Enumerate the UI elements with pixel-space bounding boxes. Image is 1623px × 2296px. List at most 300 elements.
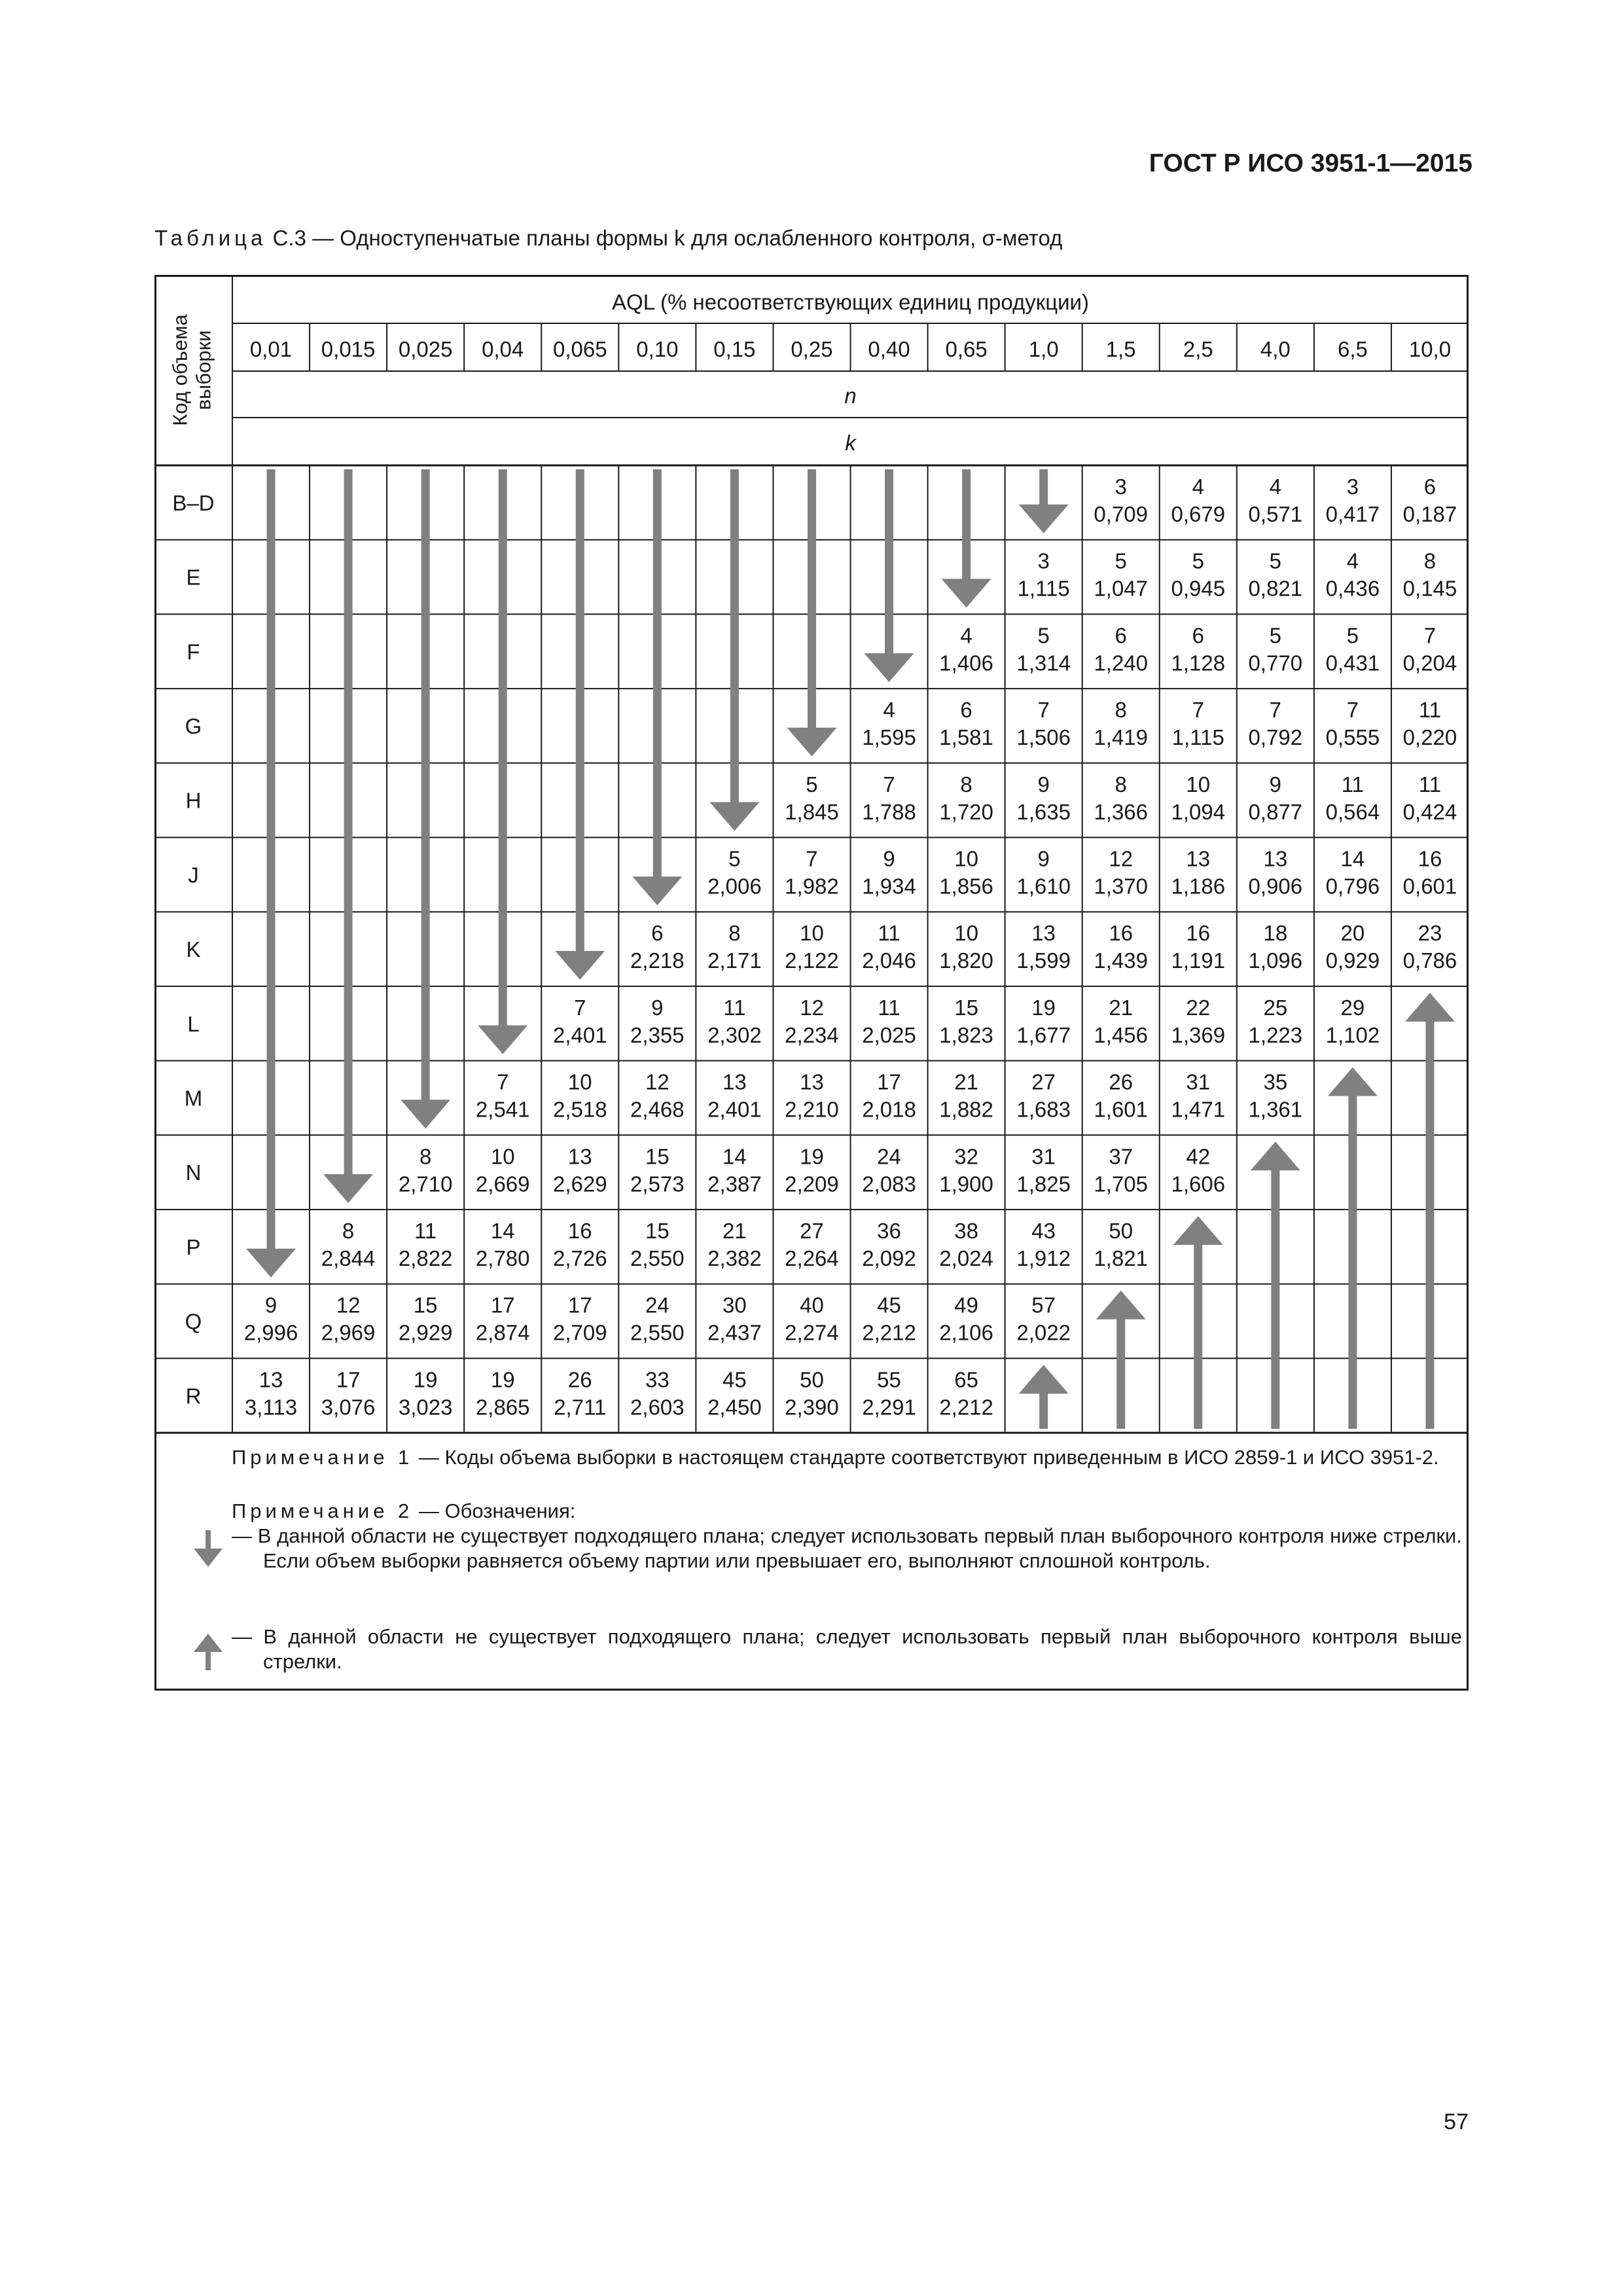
cell-n: 43 xyxy=(1031,1219,1056,1243)
cell-n: 11 xyxy=(878,995,901,1020)
cell-k: 2,083 xyxy=(862,1172,916,1196)
down-arrow-head xyxy=(478,1026,527,1054)
down-arrow-icon xyxy=(1039,469,1048,506)
aql-value-3: 0,04 xyxy=(482,337,524,361)
up-arrow-icon xyxy=(1194,1244,1202,1429)
cell-k: 2,212 xyxy=(939,1395,993,1420)
cell-k: 1,102 xyxy=(1325,1022,1380,1047)
cell-k: 1,581 xyxy=(939,725,993,750)
cell-n: 10 xyxy=(490,1144,515,1169)
down-arrow-icon xyxy=(421,469,430,1101)
cell-k: 0,929 xyxy=(1325,948,1380,973)
aql-value-6: 0,15 xyxy=(713,337,756,361)
cell-n: 6 xyxy=(1115,623,1127,648)
down-arrow-icon xyxy=(499,469,507,1027)
cell-k: 2,669 xyxy=(475,1172,530,1196)
cell-n: 3 xyxy=(1346,475,1359,499)
cell-k: 2,969 xyxy=(321,1320,376,1345)
down-arrow-head xyxy=(401,1100,450,1128)
cell-n: 13 xyxy=(722,1069,747,1094)
down-arrow-head xyxy=(942,579,991,607)
sample-code-R: R xyxy=(185,1384,202,1408)
down-arrow-icon xyxy=(653,469,662,878)
cell-k: 0,601 xyxy=(1402,874,1457,899)
cell-k: 0,709 xyxy=(1094,502,1149,526)
up-arrow-head xyxy=(1096,1291,1146,1319)
cell-n: 45 xyxy=(722,1367,747,1392)
cell-n: 13 xyxy=(800,1069,824,1094)
cell-n: 11 xyxy=(1418,772,1442,797)
cell-k: 0,571 xyxy=(1248,502,1303,526)
cell-k: 2,996 xyxy=(243,1320,298,1345)
aql-value-14: 6,5 xyxy=(1337,337,1368,361)
cell-n: 26 xyxy=(567,1367,592,1392)
cell-n: 5 xyxy=(728,846,741,871)
cell-k: 2,209 xyxy=(785,1172,839,1196)
cell-k: 0,945 xyxy=(1171,576,1226,601)
cell-k: 1,094 xyxy=(1171,799,1226,824)
cell-n: 26 xyxy=(1109,1069,1133,1094)
cell-n: 5 xyxy=(1346,623,1359,648)
cell-n: 13 xyxy=(259,1367,283,1392)
cell-n: 50 xyxy=(800,1367,824,1392)
cell-k: 2,390 xyxy=(785,1395,839,1420)
legend-up-text: — В данной области не существует подходящего плана; следует использовать первый план выборочного контроля выше стрелки. xyxy=(232,1625,1462,1673)
cell-k: 1,471 xyxy=(1171,1097,1226,1122)
cell-k: 1,882 xyxy=(939,1097,993,1122)
cell-n: 8 xyxy=(342,1219,355,1243)
cell-k: 0,187 xyxy=(1402,502,1457,526)
sample-code-J: J xyxy=(188,863,199,888)
cell-n: 10 xyxy=(567,1069,592,1094)
caption-text: С.3 — Одноступенчатые планы формы k для ослабленного контроля, σ-метод xyxy=(272,226,1063,250)
aql-header: AQL (% несоответствующих единиц продукции) xyxy=(612,290,1089,314)
sample-code-E: E xyxy=(186,565,201,590)
cell-n: 6 xyxy=(1192,623,1204,648)
legend-up-arrow-icon xyxy=(191,1632,225,1672)
cell-n: 8 xyxy=(960,772,972,797)
cell-k: 2,022 xyxy=(1016,1320,1071,1345)
cell-n: 27 xyxy=(1031,1069,1056,1094)
aql-value-7: 0,25 xyxy=(791,337,833,361)
cell-n: 15 xyxy=(645,1219,669,1243)
down-arrow-icon xyxy=(344,469,353,1175)
cell-k: 1,406 xyxy=(939,651,993,675)
cell-k: 2,382 xyxy=(707,1246,762,1270)
cell-k: 0,145 xyxy=(1402,576,1457,601)
down-arrow-icon xyxy=(808,469,816,729)
sample-code-G: G xyxy=(185,713,202,738)
document-header: ГОСТ Р ИСО 3951-1—2015 xyxy=(1149,149,1472,177)
cell-k: 0,796 xyxy=(1325,874,1380,899)
cell-k: 1,635 xyxy=(1016,799,1071,824)
cell-n: 22 xyxy=(1186,995,1211,1020)
cell-k: 2,865 xyxy=(475,1395,530,1420)
cell-k: 2,629 xyxy=(552,1172,607,1196)
cell-n: 7 xyxy=(1423,623,1436,648)
k-label: k xyxy=(845,431,856,455)
cell-n: 9 xyxy=(1269,772,1282,797)
cell-k: 2,401 xyxy=(707,1097,762,1122)
up-arrow-head xyxy=(1019,1365,1069,1393)
cell-k: 2,550 xyxy=(630,1246,685,1270)
sample-code-F: F xyxy=(187,639,200,664)
cell-k: 0,786 xyxy=(1402,948,1457,973)
up-arrow-head xyxy=(1251,1141,1300,1170)
cell-n: 15 xyxy=(645,1144,669,1169)
cell-n: 25 xyxy=(1263,995,1288,1020)
cell-k: 1,856 xyxy=(939,874,993,899)
cell-n: 31 xyxy=(1186,1069,1211,1094)
cell-n: 18 xyxy=(1263,921,1288,946)
cell-n: 5 xyxy=(1037,623,1050,648)
cell-k: 2,302 xyxy=(707,1022,762,1047)
cell-k: 1,821 xyxy=(1094,1246,1149,1270)
cell-k: 2,122 xyxy=(785,948,839,973)
cell-k: 2,264 xyxy=(785,1246,839,1270)
cell-k: 1,439 xyxy=(1094,948,1149,973)
cell-k: 2,780 xyxy=(475,1246,530,1270)
cell-k: 1,610 xyxy=(1016,874,1071,899)
cell-k: 0,906 xyxy=(1248,874,1303,899)
cell-n: 19 xyxy=(800,1144,824,1169)
cell-n: 29 xyxy=(1340,995,1365,1020)
cell-k: 1,506 xyxy=(1016,725,1071,750)
aql-value-8: 0,40 xyxy=(868,337,910,361)
aql-value-12: 2,5 xyxy=(1183,337,1213,361)
sampling-plan-table xyxy=(154,275,1469,1691)
cell-k: 1,047 xyxy=(1094,576,1149,601)
sample-code-H: H xyxy=(185,788,202,813)
cell-k: 2,218 xyxy=(630,948,685,973)
up-arrow-icon xyxy=(1116,1318,1125,1429)
cell-k: 0,436 xyxy=(1325,576,1380,601)
cell-n: 9 xyxy=(264,1293,277,1318)
cell-n: 24 xyxy=(877,1144,901,1169)
cell-k: 1,115 xyxy=(1171,725,1224,750)
cell-n: 40 xyxy=(800,1293,824,1318)
cell-k: 0,555 xyxy=(1325,725,1380,750)
down-arrow-head xyxy=(246,1249,296,1278)
cell-n: 7 xyxy=(497,1069,509,1094)
cell-n: 17 xyxy=(490,1293,515,1318)
cell-n: 4 xyxy=(883,698,895,723)
cell-n: 16 xyxy=(1418,846,1442,871)
down-arrow-icon xyxy=(576,469,584,952)
cell-n: 17 xyxy=(877,1069,901,1094)
cell-k: 2,450 xyxy=(707,1395,762,1420)
cell-k: 2,437 xyxy=(707,1320,762,1345)
cell-k: 2,518 xyxy=(552,1097,607,1122)
cell-n: 7 xyxy=(1037,698,1050,723)
cell-k: 0,220 xyxy=(1402,725,1457,750)
cell-k: 1,370 xyxy=(1094,874,1149,899)
cell-k: 1,788 xyxy=(862,799,916,824)
cell-k: 3,113 xyxy=(244,1395,298,1420)
n-label: n xyxy=(844,384,857,408)
cell-k: 1,677 xyxy=(1016,1022,1071,1047)
cell-n: 19 xyxy=(490,1367,515,1392)
cell-n: 16 xyxy=(1186,921,1211,946)
cell-n: 5 xyxy=(1192,548,1204,573)
cell-n: 3 xyxy=(1037,548,1050,573)
row-header-line2: выборки xyxy=(192,330,215,410)
cell-n: 19 xyxy=(1031,995,1056,1020)
cell-k: 0,821 xyxy=(1248,576,1303,601)
cell-k: 2,541 xyxy=(475,1097,530,1122)
row-header-line1: Код объема xyxy=(168,314,192,426)
legend-down-arrow-icon xyxy=(191,1530,225,1570)
cell-k: 1,825 xyxy=(1016,1172,1071,1196)
cell-n: 17 xyxy=(336,1367,361,1392)
cell-n: 8 xyxy=(419,1144,432,1169)
cell-k: 2,550 xyxy=(630,1320,685,1345)
cell-k: 2,726 xyxy=(552,1246,607,1270)
sample-code-P: P xyxy=(186,1234,201,1259)
cell-n: 7 xyxy=(574,995,586,1020)
aql-value-15: 10,0 xyxy=(1408,337,1452,361)
cell-k: 1,823 xyxy=(939,1022,993,1047)
cell-k: 1,601 xyxy=(1094,1097,1149,1122)
cell-n: 21 xyxy=(722,1219,747,1243)
cell-n: 21 xyxy=(1109,995,1133,1020)
down-arrow-head xyxy=(555,951,605,980)
cell-n: 8 xyxy=(728,921,741,946)
cell-n: 9 xyxy=(883,846,895,871)
cell-n: 6 xyxy=(960,698,972,723)
sample-code-Q: Q xyxy=(185,1309,202,1334)
cell-k: 1,595 xyxy=(862,725,916,750)
aql-value-10: 1,0 xyxy=(1028,337,1059,361)
cell-k: 0,204 xyxy=(1402,651,1457,675)
cell-n: 13 xyxy=(1031,921,1056,946)
cell-k: 2,822 xyxy=(398,1246,453,1270)
up-arrow-icon xyxy=(1271,1169,1279,1429)
cell-k: 2,387 xyxy=(707,1172,762,1196)
down-arrow-head xyxy=(1019,505,1069,533)
cell-n: 7 xyxy=(1346,698,1359,723)
cell-n: 4 xyxy=(1269,475,1282,499)
cell-n: 50 xyxy=(1109,1219,1133,1243)
down-arrow-icon xyxy=(885,469,893,655)
cell-k: 1,115 xyxy=(1017,576,1070,601)
cell-n: 49 xyxy=(954,1293,978,1318)
down-arrow-head xyxy=(787,728,836,757)
cell-k: 1,456 xyxy=(1094,1022,1149,1047)
cell-n: 10 xyxy=(800,921,824,946)
cell-k: 2,018 xyxy=(862,1097,916,1122)
cell-n: 36 xyxy=(877,1219,901,1243)
sample-code-M: M xyxy=(184,1086,203,1111)
sample-code-N: N xyxy=(185,1160,202,1185)
cell-n: 8 xyxy=(1423,548,1436,573)
cell-n: 65 xyxy=(954,1367,978,1392)
cell-k: 2,006 xyxy=(707,874,762,899)
cell-k: 0,792 xyxy=(1248,725,1303,750)
cell-n: 12 xyxy=(800,995,824,1020)
down-arrow-head xyxy=(323,1174,373,1203)
cell-k: 2,401 xyxy=(552,1022,607,1047)
cell-n: 5 xyxy=(1269,623,1282,648)
cell-n: 16 xyxy=(567,1219,592,1243)
cell-n: 7 xyxy=(1192,698,1204,723)
cell-n: 11 xyxy=(1418,698,1442,723)
cell-n: 35 xyxy=(1263,1069,1288,1094)
down-arrow-head xyxy=(632,876,682,905)
cell-k: 0,877 xyxy=(1248,799,1303,824)
cell-n: 12 xyxy=(336,1293,361,1318)
cell-k: 2,711 xyxy=(554,1395,607,1420)
cell-k: 1,128 xyxy=(1171,651,1226,675)
cell-k: 1,900 xyxy=(939,1172,993,1196)
cell-n: 57 xyxy=(1031,1293,1056,1318)
cell-k: 0,564 xyxy=(1325,799,1380,824)
cell-n: 15 xyxy=(954,995,978,1020)
sample-code-L: L xyxy=(187,1011,200,1036)
cell-n: 19 xyxy=(413,1367,438,1392)
aql-value-1: 0,015 xyxy=(321,337,376,361)
cell-k: 0,417 xyxy=(1325,502,1380,526)
up-arrow-icon xyxy=(1348,1095,1357,1429)
cell-k: 2,929 xyxy=(398,1320,453,1345)
cell-k: 0,431 xyxy=(1325,651,1380,675)
cell-k: 2,046 xyxy=(862,948,916,973)
cell-k: 1,720 xyxy=(939,799,993,824)
sample-code-K: K xyxy=(186,937,201,962)
down-arrow-icon xyxy=(267,469,276,1250)
cell-k: 2,274 xyxy=(785,1320,839,1345)
cell-n: 11 xyxy=(1341,772,1364,797)
cell-k: 1,419 xyxy=(1094,725,1149,750)
cell-k: 1,369 xyxy=(1171,1022,1226,1047)
cell-k: 2,468 xyxy=(630,1097,685,1122)
cell-n: 23 xyxy=(1418,921,1442,946)
note-1-text: — Коды объема выборки в настоящем стандарте соответствуют приведенным в ИСО 2859-1 и ИСО 3951-2. xyxy=(413,1446,1439,1469)
cell-n: 9 xyxy=(651,995,664,1020)
cell-k: 1,240 xyxy=(1094,651,1149,675)
up-arrow-head xyxy=(1328,1067,1378,1096)
cell-n: 17 xyxy=(567,1293,592,1318)
cell-n: 6 xyxy=(1423,475,1436,499)
cell-k: 2,844 xyxy=(321,1246,376,1270)
up-arrow-icon xyxy=(1039,1392,1048,1429)
cell-k: 2,092 xyxy=(862,1246,916,1270)
cell-k: 1,186 xyxy=(1171,874,1226,899)
cell-n: 20 xyxy=(1340,921,1365,946)
aql-value-11: 1,5 xyxy=(1105,337,1136,361)
cell-k: 2,106 xyxy=(939,1320,993,1345)
cell-n: 12 xyxy=(645,1069,669,1094)
note-2 xyxy=(232,1499,1462,1524)
cell-k: 3,023 xyxy=(398,1395,453,1420)
cell-k: 2,603 xyxy=(630,1395,685,1420)
cell-n: 42 xyxy=(1186,1144,1211,1169)
cell-n: 4 xyxy=(1192,475,1204,499)
cell-n: 4 xyxy=(1346,548,1359,573)
cell-k: 1,223 xyxy=(1248,1022,1303,1047)
cell-n: 10 xyxy=(954,846,978,871)
caption-prefix: Таблица xyxy=(154,226,267,250)
note-2-label: Примечание 2 xyxy=(232,1499,414,1522)
cell-n: 9 xyxy=(1037,772,1050,797)
sample-code-B–D: B–D xyxy=(172,490,215,515)
cell-n: 13 xyxy=(567,1144,592,1169)
cell-k: 2,024 xyxy=(939,1246,993,1270)
cell-k: 1,982 xyxy=(785,874,839,899)
cell-k: 2,710 xyxy=(398,1172,453,1196)
cell-k: 0,679 xyxy=(1171,502,1226,526)
cell-k: 1,599 xyxy=(1016,948,1071,973)
aql-value-5: 0,10 xyxy=(636,337,679,361)
cell-n: 55 xyxy=(877,1367,901,1392)
aql-value-0: 0,01 xyxy=(249,337,293,361)
cell-k: 2,025 xyxy=(862,1022,916,1047)
cell-k: 2,171 xyxy=(707,948,762,973)
cell-n: 27 xyxy=(800,1219,824,1243)
cell-n: 9 xyxy=(1037,846,1050,871)
cell-n: 10 xyxy=(1186,772,1211,797)
cell-n: 11 xyxy=(414,1219,437,1243)
down-arrow-icon xyxy=(730,469,739,804)
aql-value-2: 0,025 xyxy=(398,337,453,361)
cell-k: 1,361 xyxy=(1248,1097,1303,1122)
cell-k: 1,314 xyxy=(1016,651,1071,675)
down-arrow-head xyxy=(709,802,759,831)
table-grid xyxy=(154,275,1469,1691)
cell-n: 5 xyxy=(1269,548,1282,573)
cell-k: 1,606 xyxy=(1171,1172,1226,1196)
cell-k: 1,845 xyxy=(785,799,839,824)
cell-n: 4 xyxy=(960,623,972,648)
table-caption xyxy=(154,226,1062,251)
cell-n: 32 xyxy=(954,1144,978,1169)
cell-k: 2,210 xyxy=(785,1097,839,1122)
cell-k: 1,096 xyxy=(1248,948,1303,973)
cell-k: 1,934 xyxy=(862,874,916,899)
up-arrow-head xyxy=(1405,993,1455,1022)
cell-n: 11 xyxy=(723,995,746,1020)
cell-n: 15 xyxy=(413,1293,438,1318)
note-1 xyxy=(160,1445,1462,1470)
cell-n: 5 xyxy=(806,772,818,797)
cell-k: 2,234 xyxy=(785,1022,839,1047)
cell-n: 16 xyxy=(1109,921,1133,946)
cell-n: 14 xyxy=(490,1219,515,1243)
cell-k: 0,770 xyxy=(1248,651,1303,675)
cell-n: 14 xyxy=(1340,846,1365,871)
cell-n: 8 xyxy=(1115,772,1127,797)
cell-k: 2,291 xyxy=(862,1395,916,1420)
cell-n: 6 xyxy=(651,921,664,946)
cell-n: 21 xyxy=(954,1069,978,1094)
aql-value-9: 0,65 xyxy=(945,337,988,361)
legend-down-text: — В данной области не существует подходящего плана; следует использовать первый план выборочного контроля ниже стрелки. Если объем выборки равняется объему партии или превышает его, выполняют сплошной контроль. xyxy=(232,1524,1462,1572)
cell-k: 1,820 xyxy=(939,948,993,973)
cell-n: 8 xyxy=(1115,698,1127,723)
cell-n: 30 xyxy=(722,1293,747,1318)
cell-k: 1,366 xyxy=(1094,799,1149,824)
cell-k: 1,683 xyxy=(1016,1097,1071,1122)
cell-n: 13 xyxy=(1263,846,1288,871)
up-arrow-icon xyxy=(1425,1020,1434,1429)
aql-value-4: 0,065 xyxy=(552,337,607,361)
cell-k: 1,705 xyxy=(1094,1172,1149,1196)
cell-n: 12 xyxy=(1109,846,1133,871)
cell-n: 10 xyxy=(954,921,978,946)
cell-n: 37 xyxy=(1109,1144,1133,1169)
cell-k: 3,076 xyxy=(321,1395,376,1420)
down-arrow-icon xyxy=(962,469,971,580)
